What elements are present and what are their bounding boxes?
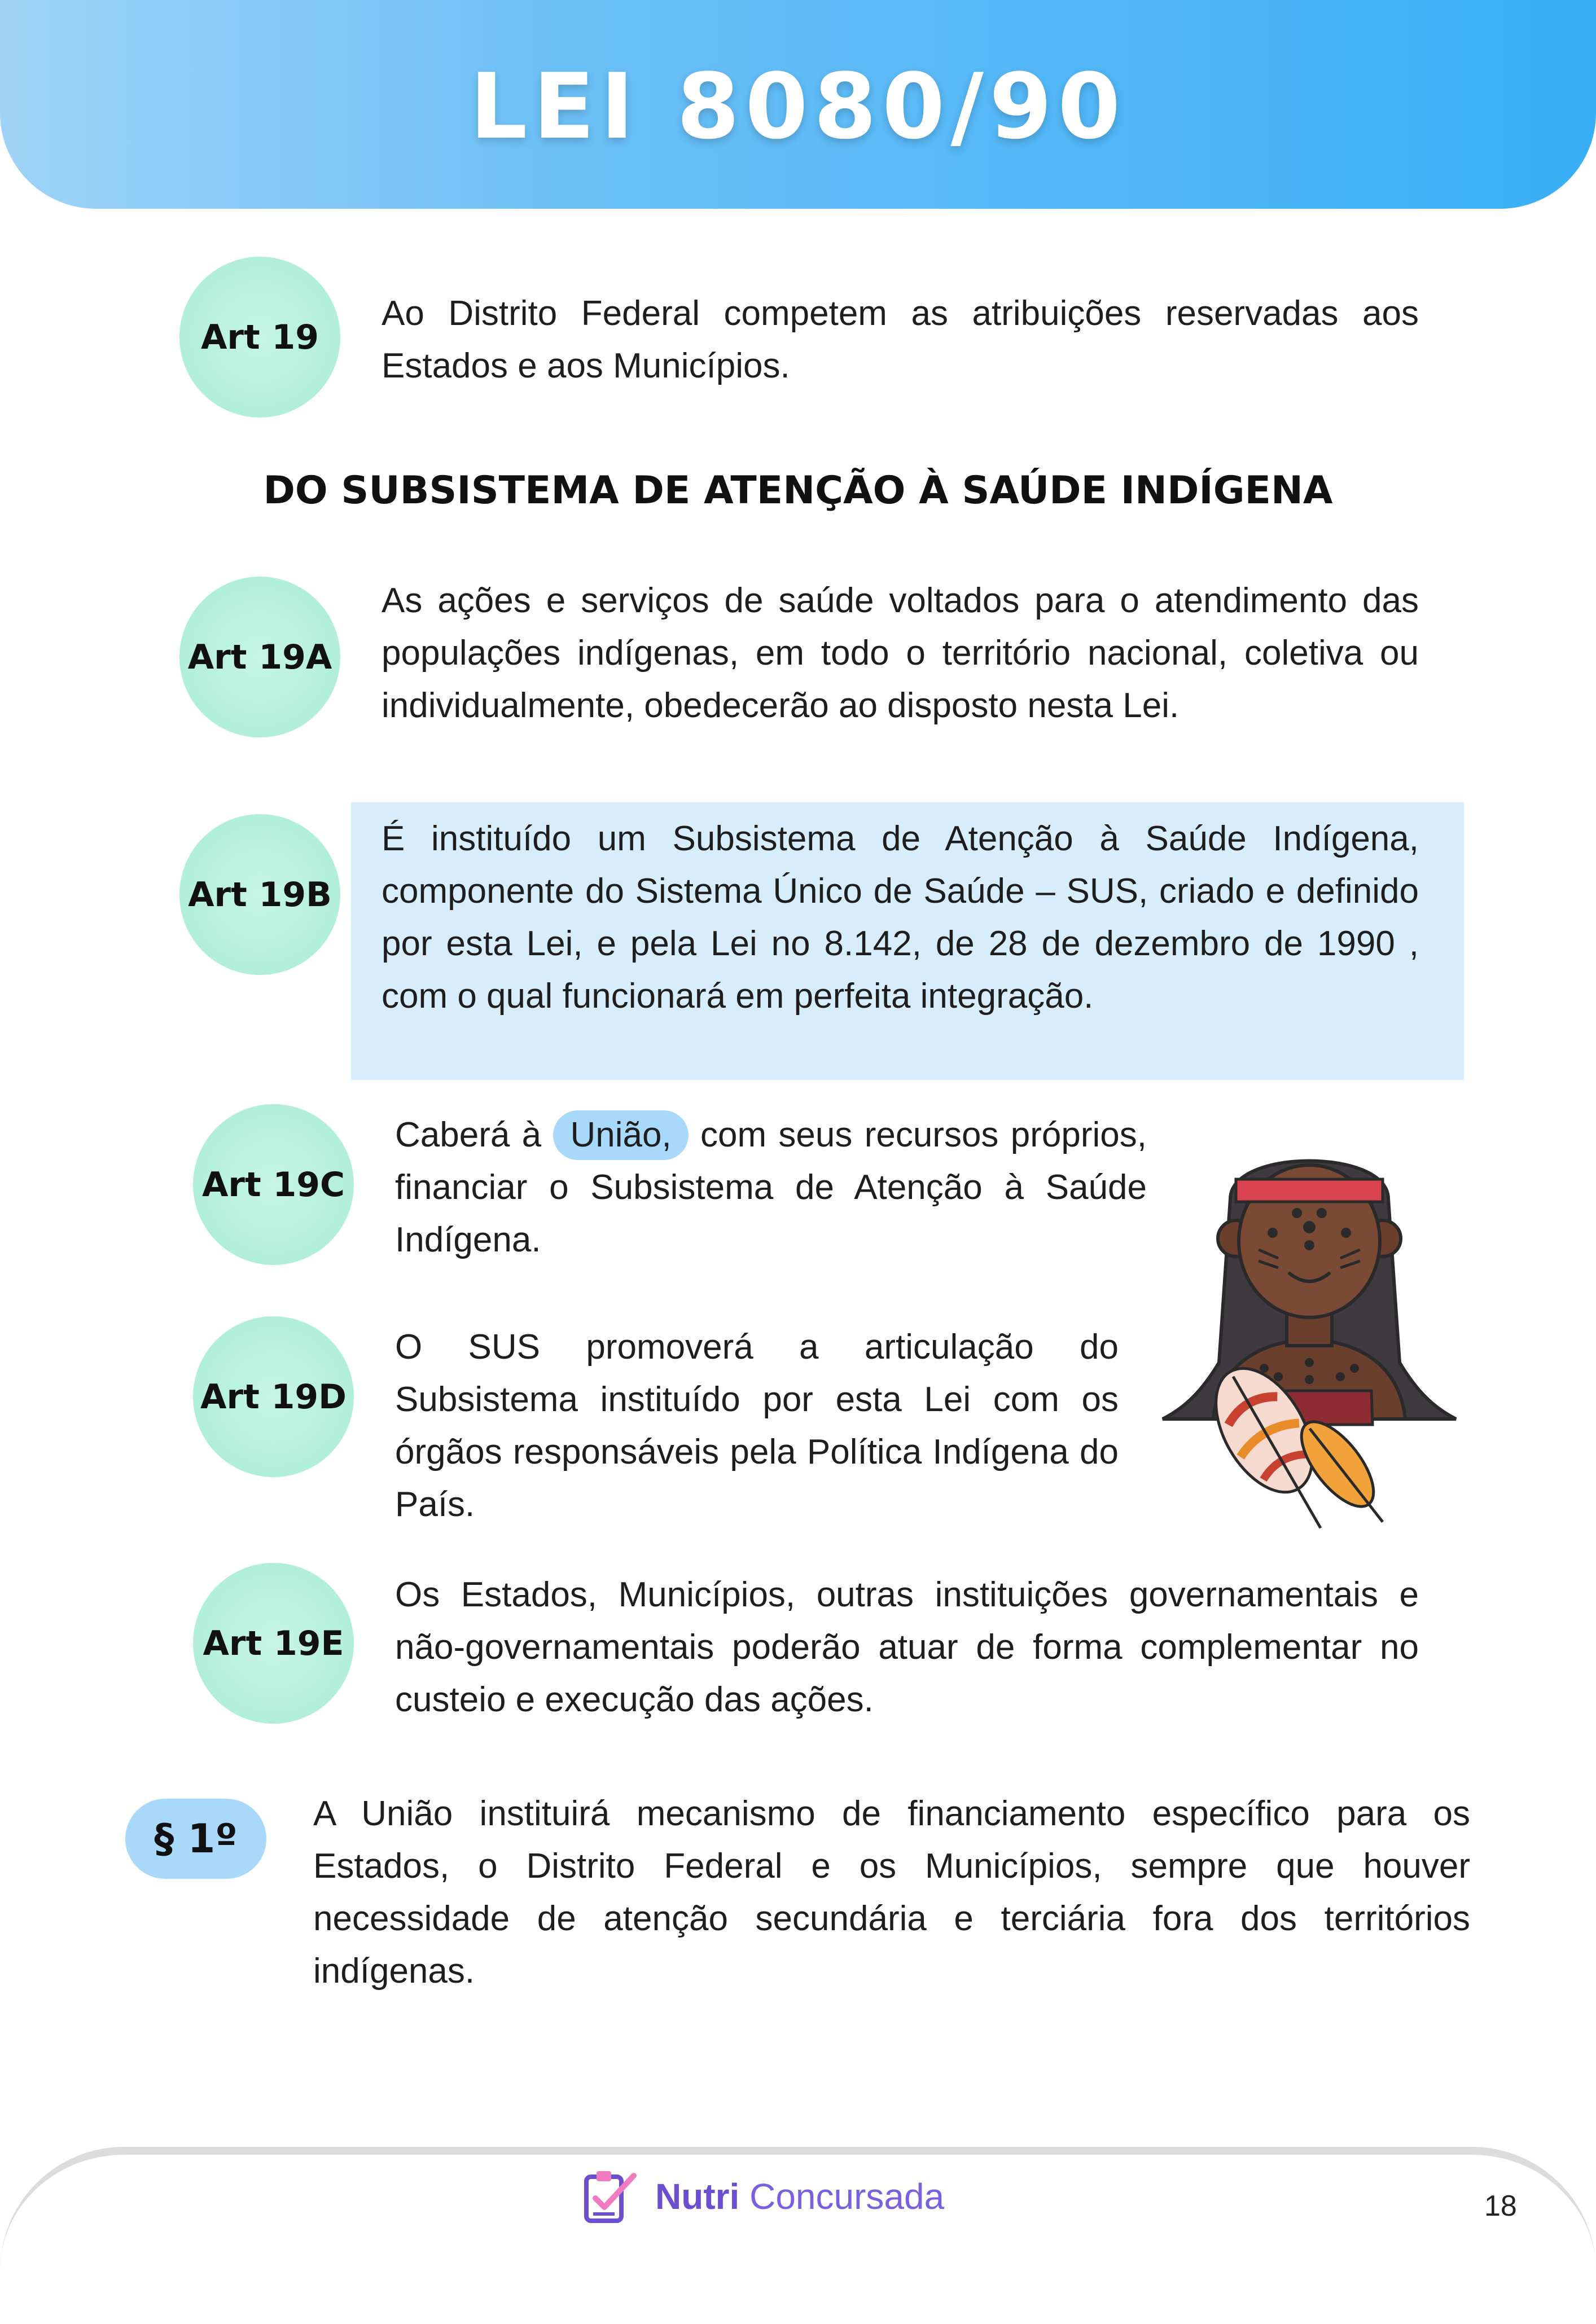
- article-badge: [193, 1316, 354, 1477]
- article-label: Art 19A: [187, 637, 332, 677]
- brand-name-light: Concursada: [749, 2176, 945, 2217]
- article-text: As ações e serviços de saúde voltados para o atendimento das populações indígenas, em todo o território nacional, coletiva ou individualmente, obedecerão ao disposto nesta Lei.: [382, 581, 1419, 725]
- article-badge: [193, 1563, 354, 1724]
- page-number: 18: [1484, 2190, 1517, 2222]
- article-label: Art 19: [200, 317, 319, 357]
- article-label: Art 19B: [188, 875, 332, 915]
- article-badge: [179, 577, 340, 737]
- checklist-logo-icon: [578, 2165, 641, 2228]
- brand-name: [655, 2176, 944, 2217]
- article-label: Art 19D: [200, 1377, 347, 1417]
- article-text: Ao Distrito Federal competem as atribuições reservadas aos Estados e aos Municípios.: [382, 294, 1419, 385]
- article-text: O SUS promoverá a articulação do Subsistema instituído por esta Lei com os órgãos responsáveis pela Política Indígena do País.: [395, 1328, 1119, 1524]
- page-title: LEI 8080/90: [470, 54, 1126, 159]
- indigenous-woman-illustration: [1151, 1126, 1467, 1537]
- article-text: [395, 1109, 1147, 1266]
- article-label: Art 19E: [203, 1623, 344, 1663]
- article-text-start: Caberá à: [395, 1115, 542, 1154]
- article-text: Os Estados, Municípios, outras instituições governamentais e não-governamentais poderão atuar de forma complementar no custeio e execução das ações.: [395, 1575, 1419, 1719]
- paragraph-badge: [125, 1799, 266, 1879]
- article-text: É instituído um Subsistema de Atenção à Saúde Indígena, componente do Sistema Único de Saúde – SUS, criado e definido por esta Lei, e pela Lei no 8.142, de 28 de dezembro de 1990 , com o qual funcionará em perfeita integração.: [382, 819, 1419, 1016]
- brand-name-bold: Nutri: [655, 2176, 740, 2217]
- article-text-end: com seus recursos próprios, financiar o Subsistema de Atenção à Saúde Indígena.: [395, 1115, 1147, 1259]
- article-label: Art 19C: [201, 1165, 345, 1205]
- article-badge: [193, 1104, 354, 1265]
- highlight-pill: União,: [553, 1110, 688, 1160]
- section-title: DO SUBSISTEMA DE ATENÇÃO À SAÚDE INDÍGENA: [263, 468, 1333, 513]
- brand-logo: [578, 2165, 944, 2228]
- paragraph-label: § 1º: [154, 1816, 238, 1862]
- article-badge: [179, 257, 340, 418]
- paragraph-text: A União instituirá mecanismo de financiamento específico para os Estados, o Distrito Federal e os Municípios, sempre que houver necessidade de atenção secundária e terciária fora dos territórios indígenas.: [313, 1794, 1470, 1991]
- article-badge: [179, 814, 340, 975]
